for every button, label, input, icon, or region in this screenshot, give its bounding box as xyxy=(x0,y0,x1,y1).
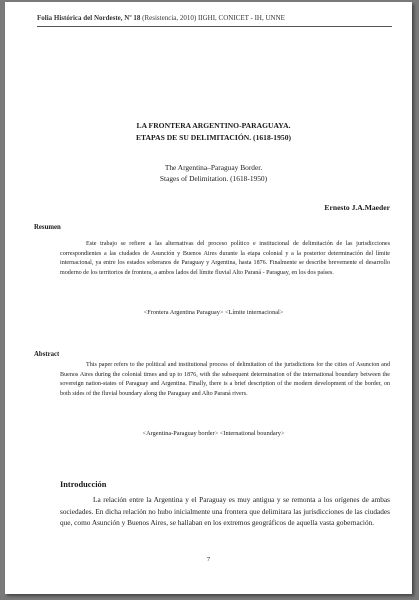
resumen-body: Este trabajo se refiere a las alternativas del proceso político e institucional de delimitación de las jurisdicciones correspondientes a las ciudades de Asunción y Buenos Aires durante la etapa colonial y a la posterior determinación del límite internacional, ya entre los estados soberanos de Paraguay y Argentina, hasta 1876. Finalmente se describe brevemente el desarrollo moderno de los territorios de frontera, a ambos lados del límite fluvial Alto Paraná - Paraguay, en los dos países. xyxy=(60,241,390,276)
article-title xyxy=(35,120,392,144)
running-header xyxy=(37,14,392,23)
abstract-heading: Abstract xyxy=(34,351,60,358)
introduccion-heading: Introducción xyxy=(60,480,107,489)
document-page xyxy=(5,2,412,594)
resumen-heading: Resumen xyxy=(34,224,61,231)
title-line-2: ETAPAS DE SU DELIMITACIÓN. (1618-1950) xyxy=(135,133,292,142)
english-title-line-2: Stages of Delimitation. (1618-1950) xyxy=(159,174,268,183)
english-title-line-1: The Argentina–Paraguay Border. xyxy=(164,163,263,172)
abstract-body: This paper refers to the political and institutional process of delimitation of the jurisdictions for the cities of Asuncion and Buenos Aires during the colonial times and up to 1876, with the subsequent determination of the international boundary between the sovereign nation-states of Paraguay and Argentina. Finally, there is a brief description of the modern development of the border, on both sides of the fluvial boundary along the Paraguay and Alto Paraná rivers. xyxy=(60,362,390,397)
abstract-keywords: <Argentina-Paraguay border> <International boundary> xyxy=(142,430,285,437)
page-number: 7 xyxy=(206,556,211,563)
journal-name: Folia Histórica del Nordeste, Nº 18 xyxy=(37,14,141,22)
introduccion-body: La relación entre la Argentina y el Paraguay es muy antigua y se remonta a los orígenes de ambas sociedades. En dicha relación no hubo inicialmente una frontera que delimitara las jurisdicciones de las ciudades que, como Asunción y Buenos Aires, se hallaban en los extremos geográficos de aquella vasta gobernación. xyxy=(60,495,390,527)
english-title xyxy=(35,162,392,184)
journal-details: (Resistencia, 2010) IIGHI, CONICET - IH, UNNE xyxy=(142,14,285,22)
resumen-keywords: <Frontera Argentina Paraguay> <Límite internacional> xyxy=(143,309,284,316)
header-rule xyxy=(37,26,392,27)
title-line-1: LA FRONTERA ARGENTINO-PARAGUAYA. xyxy=(136,121,291,130)
author-name: Ernesto J.A.Maeder xyxy=(324,203,390,212)
